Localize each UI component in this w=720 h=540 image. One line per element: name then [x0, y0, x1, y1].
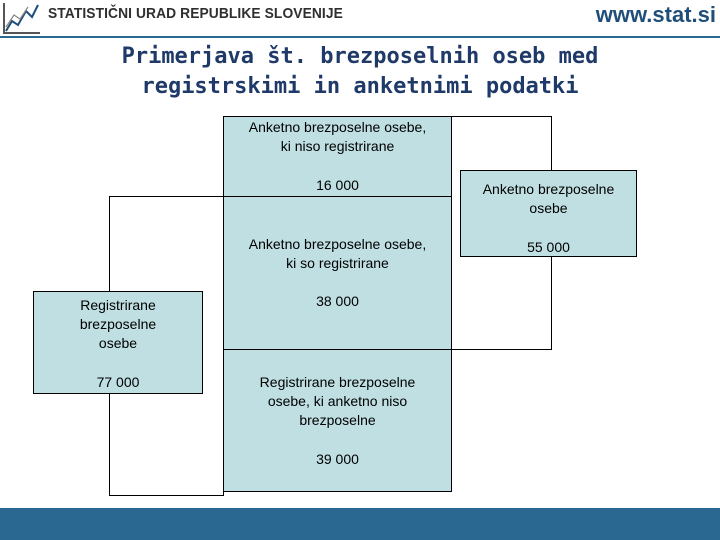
- survey-registered-box: [223, 196, 452, 350]
- registered-not-survey-label: Registrirane brezposelne osebe, ki anketno niso brezposelne: [259, 374, 416, 428]
- survey-not-registered-value: 16 000: [316, 177, 359, 193]
- footer-bar: [0, 508, 720, 540]
- survey-total-label: Anketno brezposelne osebe: [482, 181, 615, 216]
- header: [0, 0, 720, 36]
- sors-logo-icon: [2, 1, 42, 35]
- title-line-2: registrskimi in anketnimi podatki: [141, 74, 579, 99]
- survey-registered-value: 38 000: [316, 293, 359, 309]
- survey-registered-label: Anketno brezposelne osebe, ki so registrirane: [248, 236, 427, 271]
- survey-total-value: 55 000: [527, 239, 570, 255]
- page-title: [0, 42, 720, 102]
- header-rule: [0, 36, 720, 38]
- registered-total-label: Registrirane brezposelne osebe: [79, 297, 157, 351]
- site-url[interactable]: www.stat.si: [595, 2, 716, 27]
- survey-not-registered-label: Anketno brezposelne osebe, ki niso registrirane: [248, 119, 427, 154]
- registered-not-survey-value: 39 000: [316, 451, 359, 467]
- title-line-1: Primerjava št. brezposelnih oseb med: [121, 44, 599, 69]
- org-name: STATISTIČNI URAD REPUBLIKE SLOVENIJE: [48, 5, 343, 22]
- registered-total-value: 77 000: [96, 374, 140, 390]
